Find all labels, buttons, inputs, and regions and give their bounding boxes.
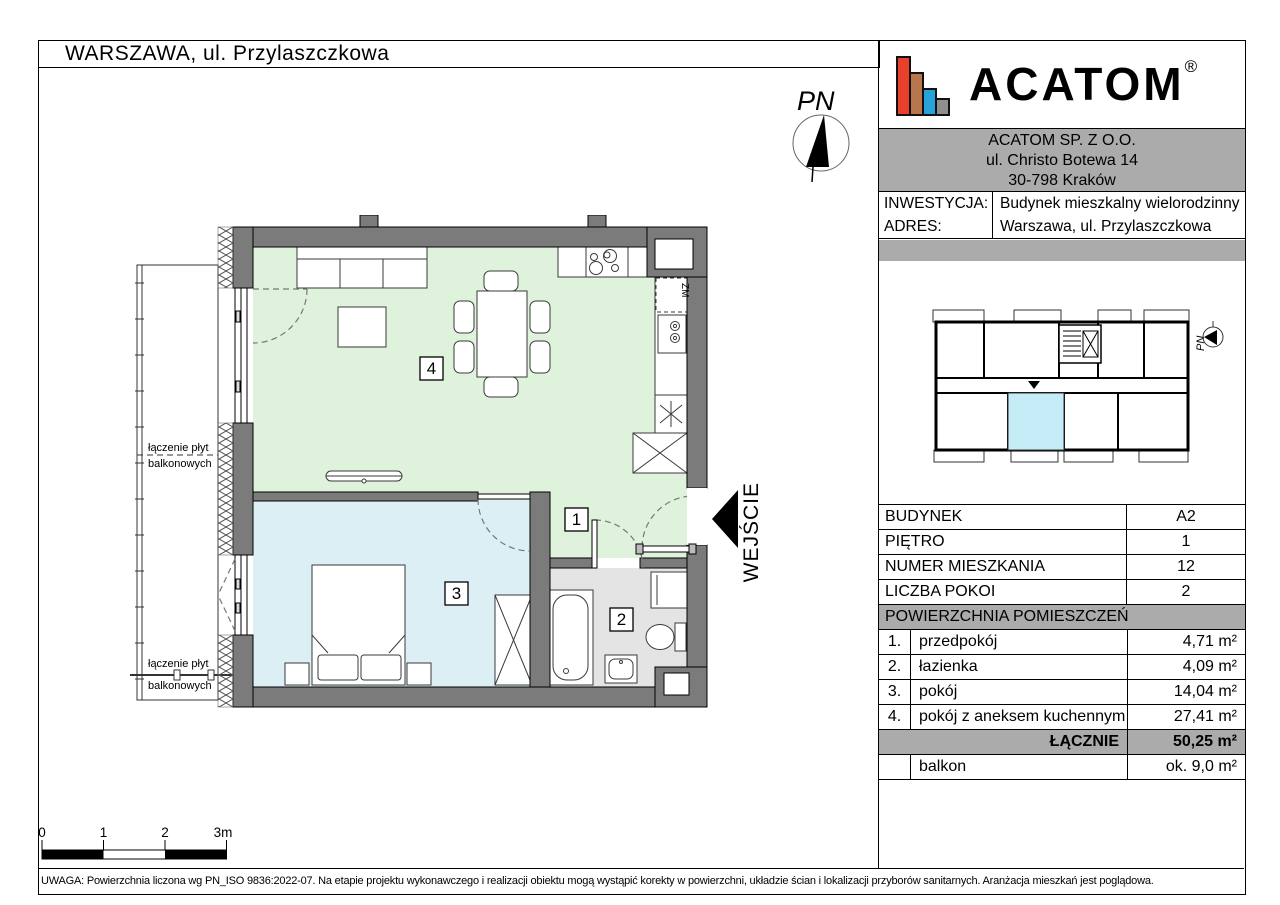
investment-label: INWESTYCJA: <box>884 194 989 212</box>
balcony-note-1b: balkonowych <box>148 458 212 470</box>
svg-text:PN: PN <box>1195 335 1207 351</box>
table-row: PIĘTRO 1 <box>879 530 1245 555</box>
bedroom-window-swing <box>218 559 235 631</box>
wall-top <box>233 227 707 247</box>
highlighted-unit <box>1008 393 1064 450</box>
area-row: 1. przedpokój 4,71 m² <box>879 630 1245 655</box>
wall-bedroom-top <box>253 492 478 501</box>
scale-tick-2: 2 <box>161 825 169 840</box>
project-box <box>879 192 1245 239</box>
sofa <box>297 247 427 288</box>
company-box <box>879 129 1245 192</box>
balcony-row: balkon ok. 9,0 m² <box>879 755 1245 780</box>
shaft-top <box>655 239 693 269</box>
page-title: WARSZAWA, ul. Przylaszczkowa <box>65 42 390 65</box>
company-street: ul. Christo Botewa 14 <box>985 152 1139 169</box>
nightstand-left <box>285 663 309 685</box>
title-bar <box>38 40 880 68</box>
bedroom-window <box>235 555 247 635</box>
wall-bath-top-a <box>550 558 595 568</box>
info-panel <box>878 40 1245 868</box>
balcony-note-2a: łączenie płyt <box>148 658 209 670</box>
building-mini-plan <box>916 285 1236 470</box>
washbasin <box>605 655 637 683</box>
room-label-1: 1 <box>571 510 582 529</box>
table-row: NUMER MIESZKANIA 12 <box>879 555 1245 580</box>
scale-tick-3: 3m <box>213 825 233 840</box>
floor-plan <box>30 215 770 710</box>
room-label-3: 3 <box>451 584 462 603</box>
areas-header-row: POWIERZCHNIA POMIESZCZEŃ <box>879 605 1245 630</box>
bed <box>312 565 405 685</box>
scale-tick-0: 0 <box>38 825 46 840</box>
radiator <box>326 471 402 483</box>
unit-info-table <box>879 504 1245 780</box>
insulation-hatch <box>218 227 233 707</box>
entrance-label: WEJŚCIE <box>740 481 763 583</box>
nightstand-right <box>407 663 431 685</box>
bedroom-wardrobe <box>495 595 532 685</box>
kitchen-sink <box>658 315 686 353</box>
north-label: PN <box>797 86 835 116</box>
balcony-note-2b: balkonowych <box>148 680 212 692</box>
scale-tick-1: 1 <box>99 825 108 840</box>
coffee-table <box>338 307 386 347</box>
investment-value: Budynek mieszkalny wielorodzinny <box>992 192 1245 215</box>
wall-left-3 <box>233 635 253 707</box>
fridge <box>655 395 688 433</box>
room-label-2: 2 <box>616 610 627 629</box>
registered-mark: ® <box>1184 57 1198 76</box>
wall-stub-b <box>588 215 606 227</box>
wall-bedroom-bath <box>530 492 550 687</box>
entrance-opening <box>687 488 707 545</box>
table-row: LICZBA POKOI 2 <box>879 580 1245 605</box>
scale-bar <box>25 824 240 866</box>
washing-machine <box>651 572 687 608</box>
address-value: Warszawa, ul. Przylaszczkowa <box>992 215 1245 238</box>
kitchen-counter <box>655 277 688 433</box>
shaft-bottom <box>664 673 689 695</box>
room-label-4: 4 <box>426 359 437 378</box>
toilet <box>646 623 686 651</box>
entrance-door-leaf <box>642 546 690 552</box>
bathroom-door-leaf <box>592 520 597 568</box>
bedroom-door-leaf <box>478 494 530 499</box>
mini-compass <box>1195 321 1223 351</box>
company-name: ACATOM SP. Z O.O. <box>988 132 1136 149</box>
balcony-note-1a: łączenie płyt <box>148 442 209 454</box>
balcony <box>130 265 233 700</box>
dishwasher-label: ZM <box>679 283 690 298</box>
divider-band <box>879 240 1245 261</box>
wall-bottom <box>233 687 707 707</box>
address-label: ADRES: <box>884 217 942 235</box>
footer-disclaimer: UWAGA: Powierzchnia liczona wg PN_ISO 9836:2022-07. Na etapie projektu wykonawczego i realizacji obiektu mogą wystąpić korekty w powierzchni, układzie ścian i lokalizacji przyborów sanitarnych. Aranżacja mieszkań jest poglądowa. <box>38 868 1244 893</box>
company-city: 30-798 Kraków <box>1008 172 1116 189</box>
north-needle <box>806 115 829 167</box>
area-row: 2. łazienka 4,09 m² <box>879 655 1245 680</box>
hall-wardrobe <box>633 433 687 473</box>
acatom-logo-icon <box>895 51 957 117</box>
wall-bath-top-b <box>640 558 687 568</box>
wall-left-2 <box>233 423 253 555</box>
stove <box>558 247 658 277</box>
north-compass <box>785 82 865 187</box>
bathtub <box>548 590 593 685</box>
stair-core <box>1059 325 1101 363</box>
balcony-door <box>235 288 247 423</box>
area-row: 4. pokój z aneksem kuchennym 27,41 m² <box>879 705 1245 730</box>
table-row: BUDYNEK A2 <box>879 505 1245 530</box>
area-row: 3. pokój 14,04 m² <box>879 680 1245 705</box>
wall-stub-a <box>360 215 378 227</box>
total-row: ŁĄCZNIE 50,25 m² <box>879 730 1245 755</box>
logo-box <box>879 40 1245 129</box>
wall-left-1 <box>233 227 253 288</box>
brand-name: ACATOM® <box>969 57 1198 110</box>
